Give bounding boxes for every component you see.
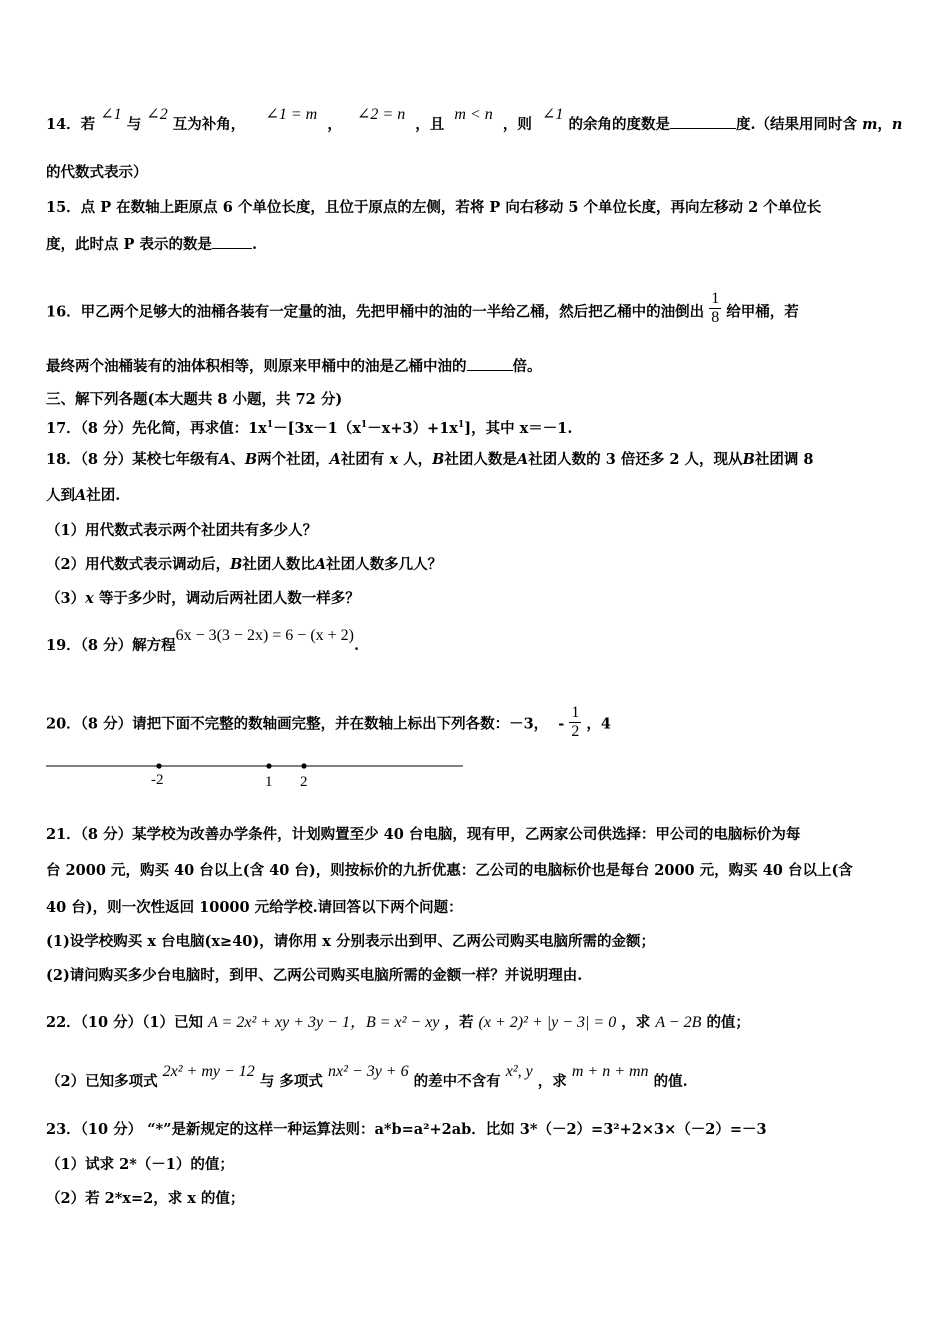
q20-line: 20．（8 分）请把下面不完整的数轴画完整，并在数轴上标出下列各数：－3， - $\frac{1}{2}$ ，4 xyxy=(46,704,612,740)
q17-line: 17．（8 分）先化简，再求值：$1x^1-[3x-1(x^1-x+3)+1x^1]$，其中 x＝－1. xyxy=(46,419,573,437)
fraction-one-half: $\frac{1}{2}$ xyxy=(571,704,580,740)
q22-line1: 22．（10 分）（1）已知 A = 2x² + xy + 3y − 1，B = x² − xy ，若 (x + 2)² + |y − 3| = 0 ，求 A − 2B 的值； xyxy=(46,1014,750,1031)
section-heading: 三、解下列各题(本大题共 8 小题，共 72 分) xyxy=(46,391,343,408)
axis-label: 2 xyxy=(300,774,308,790)
equation: 6x − 3(3 − 2x) = 6 − (x + 2) xyxy=(175,627,355,644)
angle2-eq-n: ∠2 = n xyxy=(356,106,406,123)
q16-line2: 最终两个油桶装有的油体积相等，则原来甲桶中的油是乙桶中油的 倍。 xyxy=(46,358,542,375)
expr-a-b: A = 2x² + xy + 3y − 1，B = x² − xy xyxy=(208,1014,440,1031)
angle1-expr: ∠1 xyxy=(100,106,122,123)
tick-point xyxy=(156,763,161,768)
angle1-expr-2: ∠1 xyxy=(541,106,564,123)
q18-sub2: （2）用代数式表示调动后，B社团人数比A社团人数多几人？ xyxy=(46,556,443,573)
expr-a-minus-2b: A − 2B xyxy=(655,1014,702,1031)
tick-point xyxy=(266,763,271,768)
q23-sub2: （2）若 2*x=2，求 x 的值； xyxy=(46,1190,245,1207)
q21-sub2: (2)请问购买多少台电脑时，到甲、乙两公司购买电脑所需的金额一样？并说明理由. xyxy=(46,967,583,984)
q14-line1: 14．若 ∠1 与 ∠2 互为补角， ∠1 = m ， ∠2 = n ，且 m < n ，则 ∠1 的余角的度数是 度.（结果用同时含 m，n xyxy=(46,106,903,133)
polynomial-1: 2x² + my − 12 xyxy=(162,1063,255,1080)
polynomial-2: nx² − 3y + 6 xyxy=(328,1063,409,1080)
q14-line2: 的代数式表示） xyxy=(46,164,148,181)
q18-line1: 18．（8 分）某校七年级有A、B两个社团，A社团有 x 人，B社团人数是A社团人数的 3 倍还多 2 人，现从B社团调 8 xyxy=(46,451,814,468)
axis-label: -2 xyxy=(151,772,164,788)
q18-sub3: （3）x 等于多少时，调动后两社团人数一样多？ xyxy=(46,590,360,607)
tick-point xyxy=(301,763,306,768)
angle1-eq-m: ∠1 = m xyxy=(265,106,318,123)
q18-sub1: （1）用代数式表示两个社团共有多少人？ xyxy=(46,522,318,539)
answer-blank xyxy=(212,234,252,249)
q19-line: 19．（8 分）解方程6x − 3(3 − 2x) = 6 − (x + 2). xyxy=(46,627,360,654)
q21-sub1: (1)设学校购买 x 台电脑(x≥40)，请你用 x 分别表示出到甲、乙两公司购买电脑所需的金额； xyxy=(46,933,655,950)
m-less-n: m < n xyxy=(454,106,493,123)
q15-line1: 15．点 P 在数轴上距原点 6 个单位长度，且位于原点的左侧，若将 P 向右移动 5 个单位长度，再向左移动 2 个单位长 xyxy=(46,199,822,216)
answer-blank xyxy=(467,356,513,371)
q16-line1: 16．甲乙两个足够大的油桶各装有一定量的油，先把甲桶中的油的一半给乙桶，然后把乙桶中的油倒出 $\frac{1}{8}$ 给甲桶，若 xyxy=(46,290,799,326)
target-expr: m + n + mn xyxy=(571,1063,649,1080)
answer-blank xyxy=(670,114,736,129)
number-line xyxy=(0,755,950,795)
fraction-one-eighth: $\frac{1}{8}$ xyxy=(711,290,720,326)
q22-line2: （2）已知多项式 2x² + my − 12 与 多项式 nx² − 3y + 6 的差中不含有 x², y ，求 m + n + mn 的值. xyxy=(46,1063,688,1090)
q23-line1: 23．（10 分） “*”是新规定的这样一种运算法则：a*b=a²+2ab．比如 3*（－2）=3²+2×3×（－2）=－3 xyxy=(46,1121,767,1138)
axis-label: 1 xyxy=(265,774,273,790)
q21-line2: 台 2000 元，购买 40 台以上(含 40 台)，则按标价的九折优惠：乙公司的电脑标价也是每台 2000 元，购买 40 台以上(含 xyxy=(46,862,853,879)
q21-line3: 40 台)，则一次性返回 10000 元给学校.请回答以下两个问题： xyxy=(46,899,463,916)
q21-line1: 21．（8 分）某学校为改善办学条件，计划购置至少 40 台电脑，现有甲，乙两家公司供选择：甲公司的电脑标价为每 xyxy=(46,826,801,843)
angle2-expr: ∠2 xyxy=(146,106,168,123)
q23-sub1: （1）试求 2*（－1）的值； xyxy=(46,1156,234,1173)
expr-condition: (x + 2)² + |y − 3| = 0 xyxy=(478,1014,617,1031)
terms: x², y xyxy=(505,1063,533,1080)
q18-line2: 人到A社团. xyxy=(46,487,121,504)
q15-line2: 度，此时点 P 表示的数是 . xyxy=(46,236,258,253)
